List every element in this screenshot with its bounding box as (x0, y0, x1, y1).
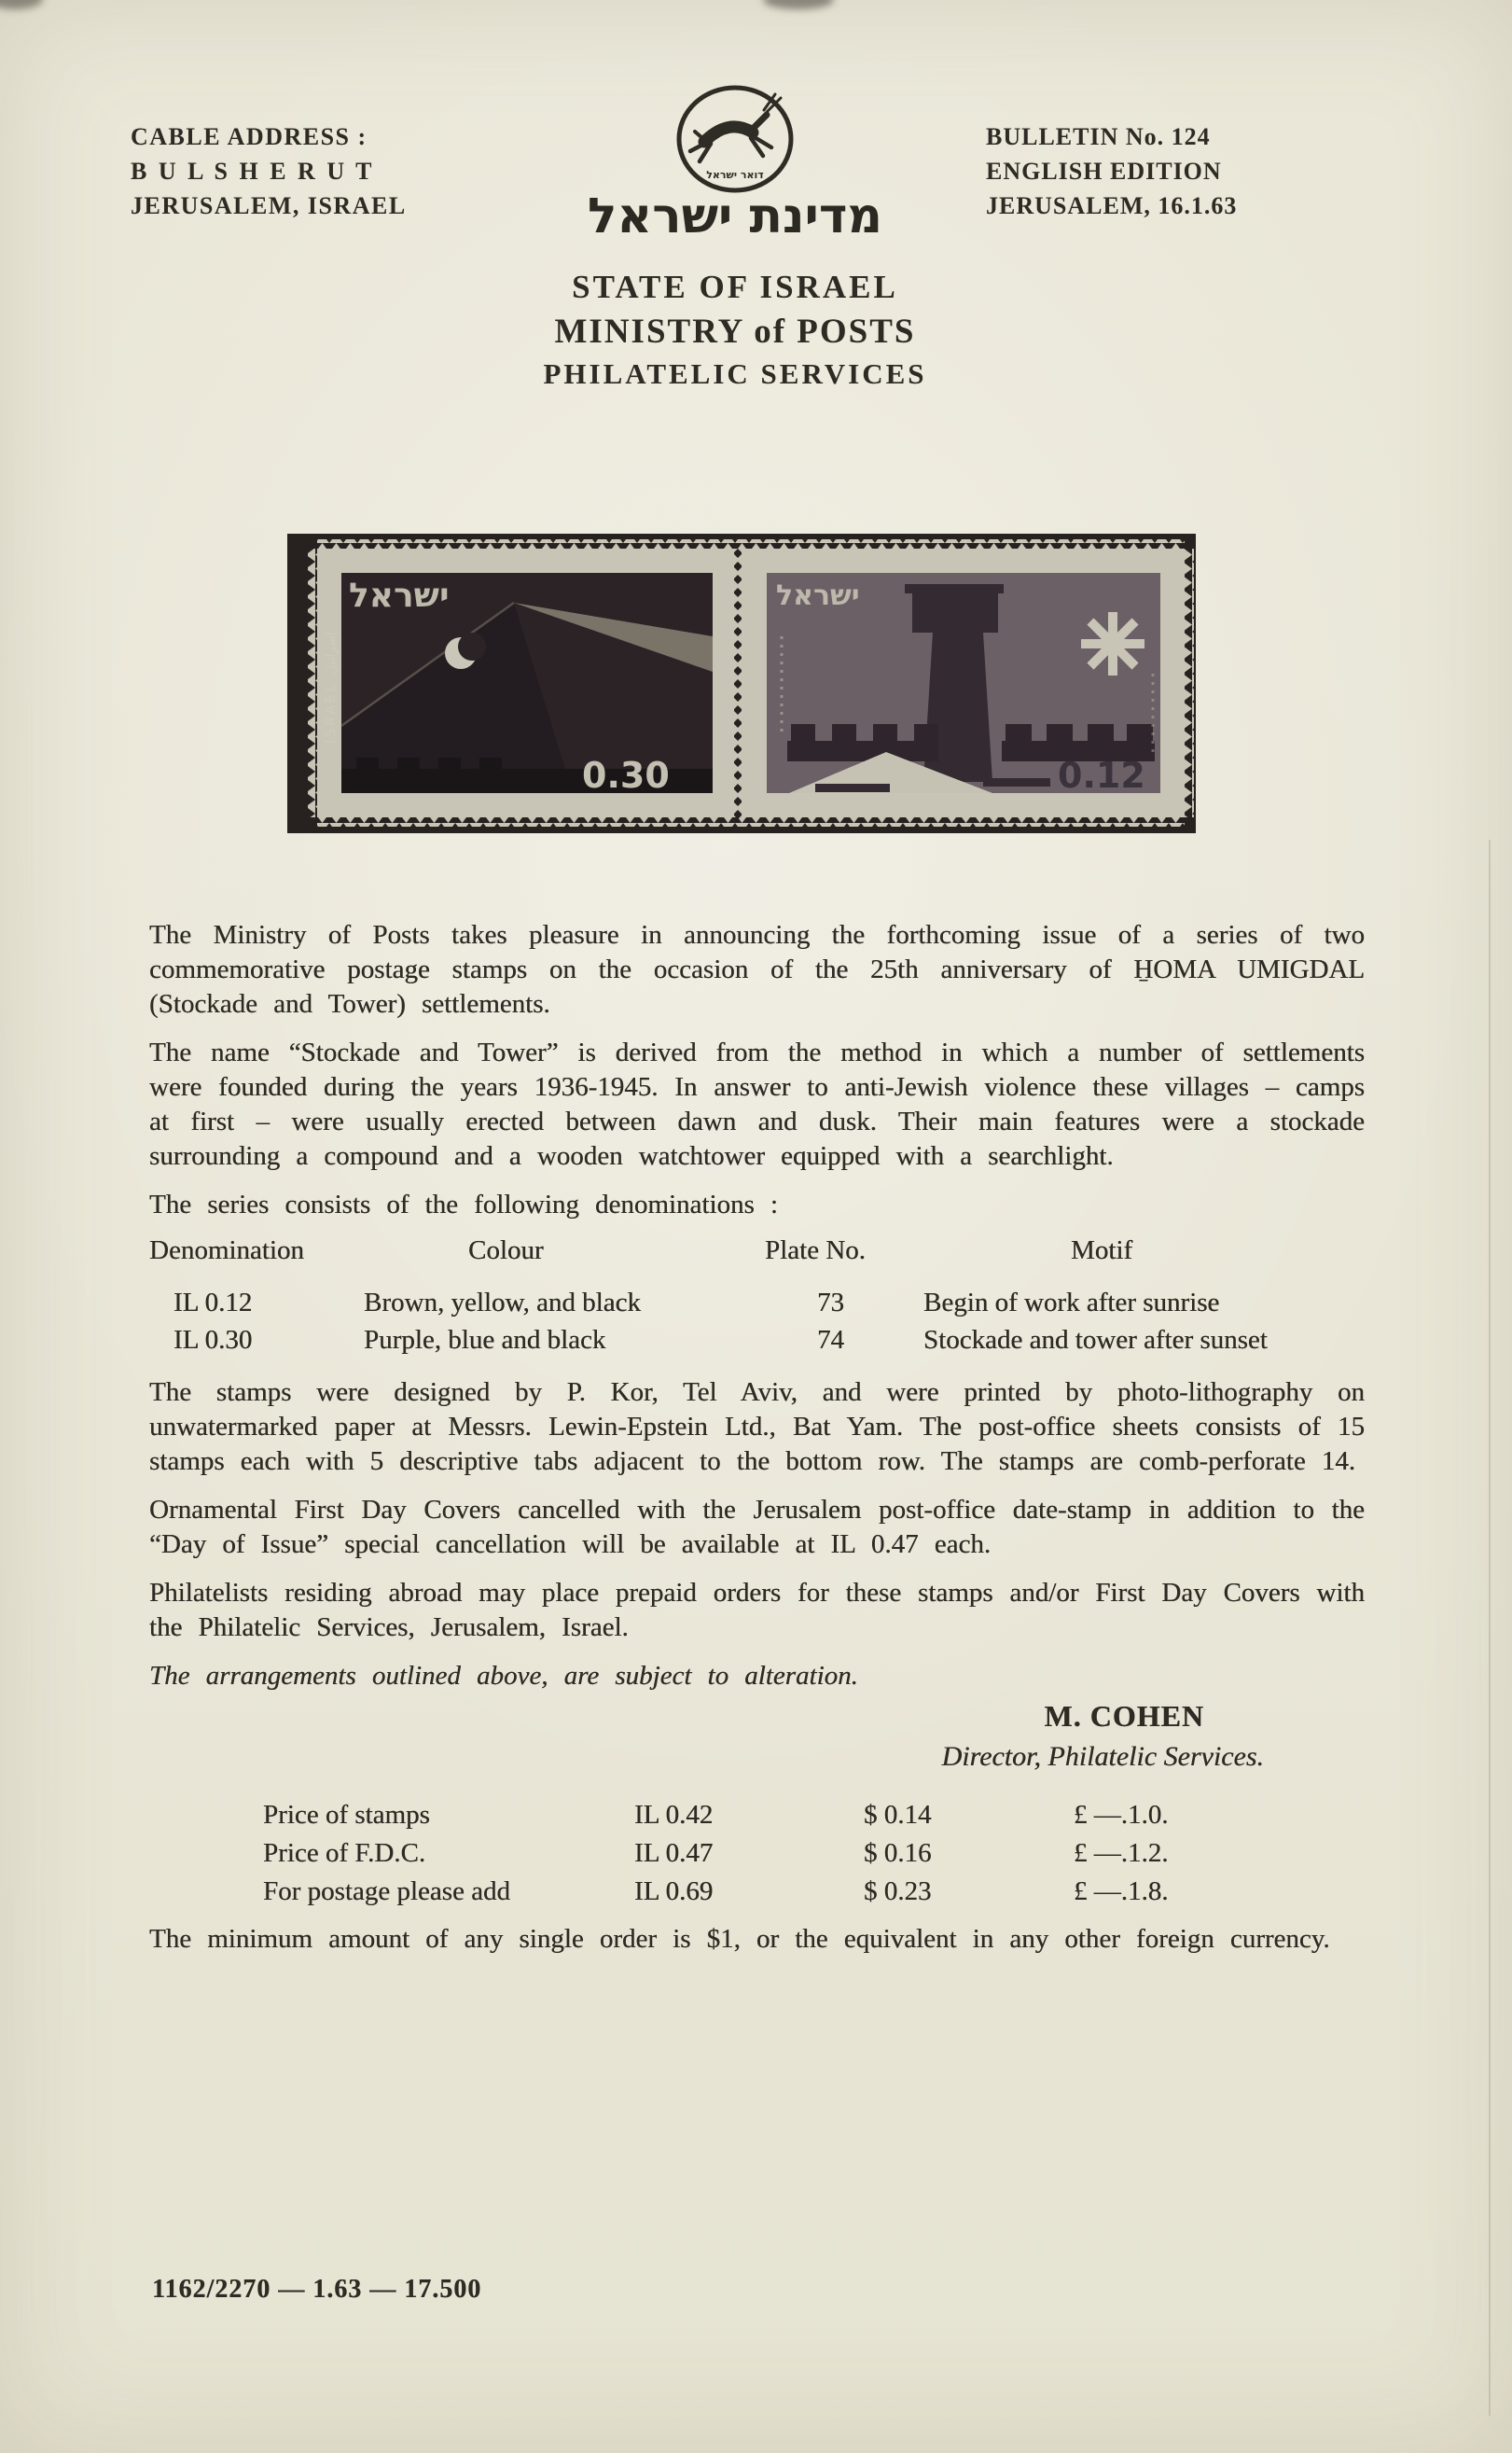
price-table (263, 1796, 1365, 1911)
israel-post-deer-logo (674, 84, 796, 198)
hebrew-state-title: מדינת ישראל (587, 188, 883, 244)
cell-plate-no: 74 (817, 1325, 844, 1355)
org-line-state-of-israel: STATE OF ISRAEL (572, 269, 898, 305)
logo-caption-hebrew: דואר ישראל (706, 169, 764, 181)
scan-smudge-top (763, 0, 834, 9)
table-row (263, 1834, 1365, 1873)
scan-crease-line (1489, 840, 1491, 2416)
stamp-pair-image (287, 534, 1196, 833)
paragraph-minimum-order: The minimum amount of any single order is $1, or the equivalent in any other foreign currency. (149, 1924, 1330, 1954)
cable-address-block (131, 119, 407, 223)
col-header-colour: Colour (468, 1235, 544, 1265)
col-header-plate-no: Plate No. (765, 1235, 866, 1265)
col-header-denomination: Denomination (149, 1235, 304, 1265)
signatory-title: Director, Philatelic Services. (941, 1741, 1264, 1772)
stamp-012-country-hebrew: ישראל (776, 579, 860, 612)
price-label: Price of F.D.C. (263, 1838, 426, 1868)
col-header-motif: Motif (1071, 1235, 1133, 1265)
price-il: IL 0.42 (634, 1800, 714, 1830)
cable-address-line: B U L S H E R U T (131, 158, 375, 185)
paragraph-printing: The stamps were designed by P. Kor, Tel Aviv, and were printed by photo-lithography on unwatermarked paper at Messrs. Lewin-Epstein Ltd., Bat Yam. The post-office sheets consists of 15 stamps each with 5 descriptive tabs adjacent to the bottom row. The stamps are comb-perforate 14. (149, 1377, 1365, 1476)
bulletin-edition: ENGLISH EDITION (986, 158, 1222, 185)
table-row (149, 1321, 1365, 1359)
paragraph-fdc: Ornamental First Day Covers cancelled with the Jerusalem post-office date-stamp in addition to the “Day of Issue” special cancellation will be available at IL 0.47 each. (149, 1495, 1365, 1559)
cable-address-line: JERUSALEM, ISRAEL (131, 192, 407, 219)
price-il: IL 0.69 (634, 1876, 714, 1906)
paragraph-orders: Philatelists residing abroad may place prepaid orders for these stamps and/or First Day Covers with the Philatelic Services, Jerusalem, Israel. (149, 1578, 1365, 1642)
price-gbp: £ —.1.2. (1074, 1838, 1169, 1868)
stamp-pair-illustration (287, 534, 1196, 833)
stamp-012-value: 0.12 (1058, 755, 1145, 796)
stamp-030-edge-text: ISRAEL إسرائيل (324, 632, 339, 744)
cell-denomination: IL 0.30 (173, 1325, 253, 1355)
paragraph-history: The name “Stockade and Tower” is derived from the method in which a number of settlements were founded during the years 1936-1945. In answer to anti-Jewish violence these villages – camps at first – were usually erected between dawn and dusk. Their main features were a stockade surrounding a compound and a wooden watchtower equipped with a searchlight. (149, 1038, 1365, 1171)
denominations-header-row (149, 1232, 1365, 1269)
org-line-philatelic-services: PHILATELIC SERVICES (543, 357, 927, 390)
stamp-012 (742, 549, 1185, 817)
table-row (263, 1796, 1365, 1834)
stamp-030-country-hebrew: ישראל (349, 577, 450, 615)
cell-motif: Begin of work after sunrise (923, 1288, 1220, 1317)
stamp-030 (317, 549, 742, 817)
denominations-intro: The series consists of the following denominations : (149, 1190, 778, 1220)
bulletin-number: BULLETIN No. 124 (986, 123, 1211, 150)
cable-address-line: CABLE ADDRESS : (131, 123, 368, 150)
table-row (263, 1873, 1365, 1911)
bulletin-body (149, 918, 1365, 1971)
print-imprint: 1162/2270 — 1.63 — 17.500 (152, 2275, 482, 2304)
scan-smudge-corner (0, 0, 43, 9)
signatory-name: M. COHEN (1044, 1699, 1204, 1733)
price-label: Price of stamps (263, 1800, 430, 1830)
sun-star-icon (1081, 612, 1144, 676)
price-gbp: £ —.1.0. (1074, 1800, 1169, 1830)
org-line-ministry-of-posts: MINISTRY of POSTS (554, 313, 916, 351)
table-row (149, 1284, 1365, 1321)
signature-block (149, 1699, 1365, 1774)
cell-colour: Purple, blue and black (364, 1325, 606, 1355)
bulletin-date: JERUSALEM, 16.1.63 (986, 192, 1238, 219)
cell-motif: Stockade and tower after sunset (923, 1325, 1268, 1355)
price-il: IL 0.47 (634, 1838, 714, 1868)
cell-denomination: IL 0.12 (173, 1288, 253, 1317)
price-usd: $ 0.23 (864, 1876, 932, 1906)
stamp-030-value: 0.30 (582, 755, 670, 796)
deer-logo-icon (674, 84, 796, 198)
price-usd: $ 0.16 (864, 1838, 932, 1868)
paragraph-announcement: The Ministry of Posts takes pleasure in announcing the forthcoming issue of a series of two commemorative postage stamps on the occasion of the 25th anniversary of H̱OMA UMIGDAL (Stockade and Tower) settlements. (149, 920, 1365, 1019)
cell-colour: Brown, yellow, and black (364, 1288, 641, 1317)
price-usd: $ 0.14 (864, 1800, 932, 1830)
denominations-table (149, 1232, 1365, 1359)
cell-plate-no: 73 (817, 1288, 844, 1317)
price-label: For postage please add (263, 1876, 510, 1906)
paragraph-alteration-note: The arrangements outlined above, are subject to alteration. (149, 1661, 858, 1691)
price-gbp: £ —.1.8. (1074, 1876, 1169, 1906)
